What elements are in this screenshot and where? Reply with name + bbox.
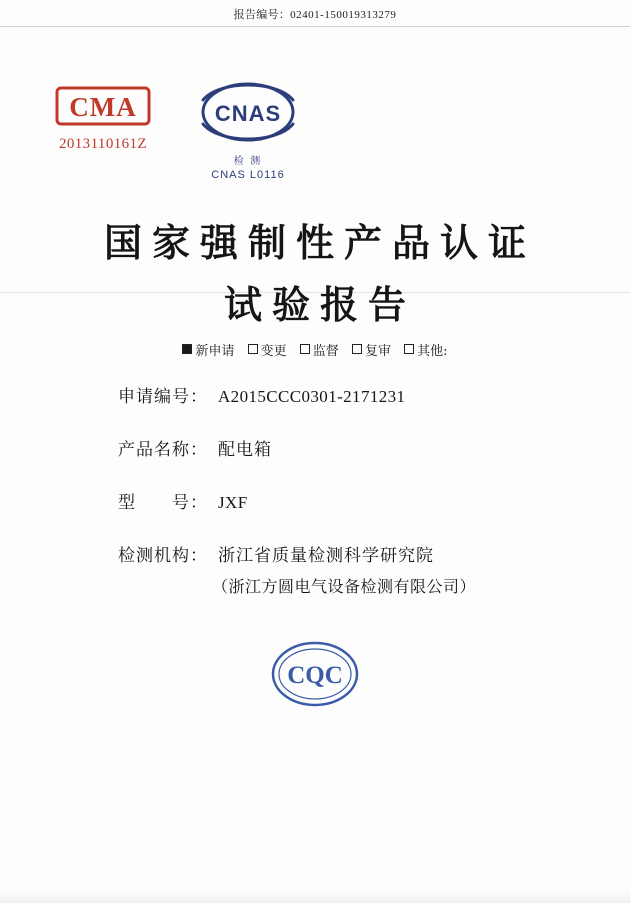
cma-icon bbox=[55, 86, 151, 126]
checkbox-box-icon[interactable] bbox=[404, 344, 414, 354]
svg-text:CMA: CMA bbox=[69, 92, 137, 122]
header-divider bbox=[0, 26, 630, 27]
checkbox-box-icon[interactable] bbox=[300, 344, 310, 354]
cma-code: 2013110161Z bbox=[58, 136, 147, 152]
cqc-icon bbox=[269, 638, 361, 710]
report-number-label: 报告编号： bbox=[233, 9, 291, 21]
checkbox-review[interactable] bbox=[352, 340, 391, 359]
svg-text:CNAS: CNAS bbox=[214, 101, 282, 126]
accreditation-marks bbox=[0, 78, 630, 188]
cnas-mark-block bbox=[178, 78, 318, 181]
field-testing-organization bbox=[118, 541, 548, 566]
field-value: JXF bbox=[218, 493, 248, 512]
field-model bbox=[118, 488, 548, 513]
checkbox-label: 监督 bbox=[312, 344, 339, 359]
field-label: 型 号： bbox=[118, 493, 208, 513]
field-value: 配电箱 bbox=[218, 440, 272, 460]
field-list bbox=[118, 382, 548, 623]
cnas-code: CNAS L0116 bbox=[211, 169, 285, 181]
application-type-row bbox=[0, 340, 630, 359]
cqc-mark-block bbox=[0, 638, 630, 715]
cma-mark-block bbox=[38, 86, 168, 153]
checkbox-other[interactable] bbox=[404, 340, 447, 359]
checkbox-label: 复审 bbox=[364, 344, 391, 359]
field-application-number bbox=[118, 382, 548, 407]
checkbox-box-icon[interactable] bbox=[182, 344, 192, 354]
checkbox-box-icon[interactable] bbox=[248, 344, 258, 354]
checkbox-change[interactable] bbox=[248, 340, 287, 359]
checkbox-label: 其他: bbox=[417, 344, 448, 359]
report-number bbox=[0, 6, 630, 22]
document-title-line1: 国家强制性产品认证 bbox=[103, 220, 536, 265]
field-label: 产品名称： bbox=[118, 440, 208, 460]
field-value: 浙江省质量检测科学研究院 bbox=[218, 546, 434, 566]
report-number-value: 02401-150019313279 bbox=[290, 9, 397, 21]
checkbox-label: 变更 bbox=[260, 344, 287, 359]
checkbox-supervision[interactable] bbox=[300, 340, 339, 359]
document-title-line2: 试验报告 bbox=[223, 282, 416, 327]
cnas-sub-label: 检 测 bbox=[233, 156, 263, 167]
field-label: 检测机构： bbox=[118, 546, 208, 566]
svg-text:CQC: CQC bbox=[287, 662, 343, 689]
field-label: 申请编号： bbox=[118, 387, 208, 407]
checkbox-box-icon[interactable] bbox=[352, 344, 362, 354]
checkbox-label: 新申请 bbox=[195, 344, 235, 359]
cnas-icon bbox=[189, 78, 307, 156]
field-product-name bbox=[118, 435, 548, 460]
checkbox-new-application[interactable] bbox=[182, 340, 234, 359]
field-value: A2015CCC0301-2171231 bbox=[218, 387, 406, 406]
field-testing-organization-secondary: （浙江方圆电气设备检测有限公司） bbox=[212, 577, 477, 596]
page-bottom-shadow bbox=[0, 889, 630, 903]
